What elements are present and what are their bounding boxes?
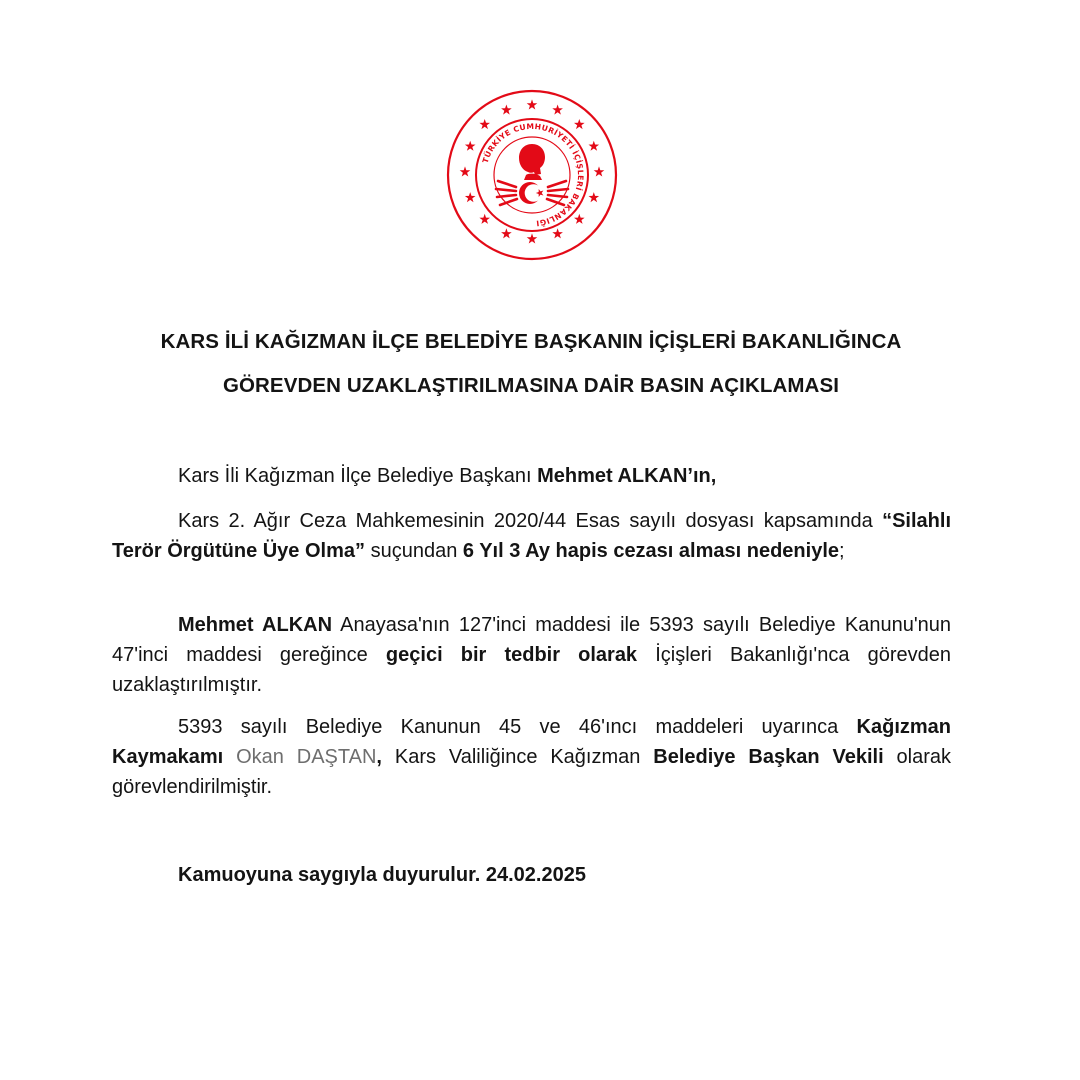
p4-text-1: 5393 sayılı Belediye Kanunun 45 ve 46'ıncı maddeleri uyarınca	[178, 716, 857, 738]
paragraph-1	[112, 461, 951, 491]
p3-bold-name: Mehmet ALKAN	[178, 614, 333, 636]
p1-text-1: Kars İli Kağızman İlçe Belediye Başkanı	[178, 465, 538, 487]
p4-name: Okan DAŞTAN	[223, 746, 377, 768]
paragraph-3	[112, 610, 951, 700]
p4-text-3: olarak görevlendirilmiştir.	[112, 746, 952, 798]
emblem-ring-text: TÜRKİYE CUMHURİYETİ İÇİŞLERİ BAKANLIĞI	[480, 121, 586, 228]
p3-text-2: İçişleri Bakanlığı'nca görevden uzaklaştırılmıştır.	[112, 644, 951, 696]
p2-bold-crime: “Silahlı Terör Örgütüne Üye Olma”	[112, 510, 951, 562]
p2-bold-sentence: 6 Yıl 3 Ay hapis cezası alması nedeniyle	[462, 540, 839, 562]
page-title-line-2: GÖREVDEN UZAKLAŞTIRILMASINA DAİR BASIN AÇIKLAMASI	[222, 374, 840, 397]
page-title-line-1: KARS İLİ KAĞIZMAN İLÇE BELEDİYE BAŞKANIN İÇİŞLERİ BAKANLIĞINCA	[160, 330, 902, 353]
p4-bold-role: Belediye Başkan Vekili	[653, 746, 884, 768]
p3-bold-measure: geçici bir tedbir olarak	[385, 644, 638, 666]
paragraph-4	[112, 712, 951, 802]
p4-text-2: Kars Valiliğince Kağızman	[381, 746, 654, 768]
p1-bold-name: Mehmet ALKAN’ın,	[537, 465, 717, 487]
p4-bold-comma: ,	[376, 746, 382, 768]
closing-text: Kamuoyuna saygıyla duyurulur. 24.02.2025	[178, 864, 586, 886]
p2-text-3: ;	[839, 540, 845, 562]
ministry-seal-logo	[446, 89, 618, 261]
emblem-svg	[446, 89, 618, 261]
p2-text-2: suçundan	[365, 540, 463, 562]
closing-line	[112, 860, 951, 890]
p2-text-1: Kars 2. Ağır Ceza Mahkemesinin 2020/44 Esas sayılı dosyası kapsamında	[178, 510, 883, 532]
p4-bold-title: Kağızman Kaymakamı	[112, 716, 951, 768]
paragraph-2	[112, 506, 951, 566]
crescent-star-icon	[519, 182, 545, 204]
p3-text-1: Anayasa'nın 127'inci maddesi ile 5393 sayılı Belediye Kanunu'nun 47'inci maddesi gereğince	[112, 614, 952, 666]
profile-head-icon	[519, 144, 545, 180]
